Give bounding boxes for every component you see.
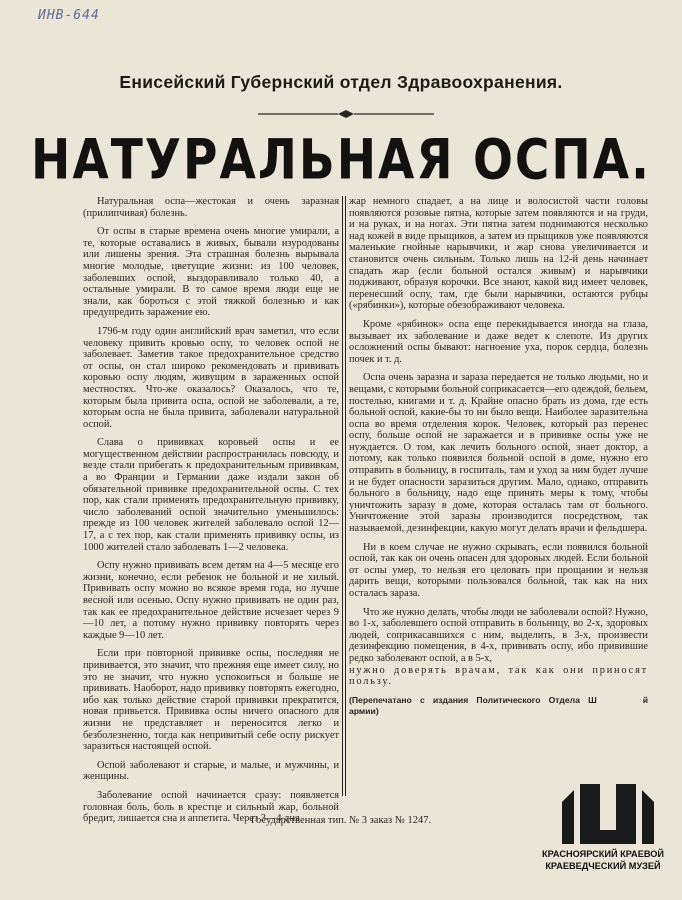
paragraph: Оспой заболевают и старые, и малые, и мужчины, и женщины. <box>83 759 339 783</box>
right-column <box>349 196 648 725</box>
reprint-note <box>349 695 648 718</box>
document-header: Енисейский Губернский отдел Здравоохранения. <box>119 72 563 92</box>
ornament-divider-icon <box>258 110 434 118</box>
printer-line: Государственная тип. № 3 заказ № 1247. <box>250 815 432 826</box>
paragraph: жар немного спадает, а на лице и волосистой части головы появляются розовые пятна, которые затем появляются и на груди, и на руках, и на ногах. Эти пятна затем поднимаются несколько над кожей в виде прыщиков, а затем из прыщиков уже появляются маленькие гнойные нарывчики, и жар снова увеличивается и становится очень сильным. Только лишь на 12-й день начинает спадать жар (если больной остался живым) и нарывчики подживают, образуя корочки. Все знают, какой вид имеет человек, перенесший оспу, там, где были нарывчики, остаются рубцы («рябинки»), которые обезображивают человека. <box>349 196 648 312</box>
museum-label-line: КРАЕВЕДЧЕСКИЙ МУЗЕЙ <box>545 861 661 871</box>
museum-label <box>528 848 678 872</box>
document-title: НАТУРАЛЬНАЯ ОСПА. <box>31 128 651 193</box>
paragraph: 1796-м году один английский врач заметил, что если человеку привить кровью оспу, то человек оспой не заболевает. Заметив такое предохранительное средство от оспы, он стал широко рекомендовать и прививать коровью оспу людям, живущим в зараженных оспой местностях. Что-же оказалось? Оказалось, что те, которым была привита оспа, оспой не заболевали, а те, которым оспа не была привита, заболевали натуральной оспой. <box>83 325 339 430</box>
paragraph: Слава о прививках коровьей оспы и ее могущественном действии распространилась повсюду, и везде стали прибегать к предохранительным прививкам, а во Франции и Германии даже издали закон об обязательной прививке предохранительной оспы. С тех пор, как стали применять предохранительную прививку, число заболеваний оспой значительно уменьшилось: прежде из 100 человек жителей заболевало оспой 12—17, а с тех пор, как стали применять прививку оспы, из 1000 жителей стало заболевать 1—2 человека. <box>83 437 339 553</box>
museum-logo-icon <box>560 784 656 846</box>
paragraph: Если при повторной прививке оспы, последняя не прививается, это значит, что прежняя еще имеет силу, но это не значит, что нужно успокоиться и больше не прививать. Наоборот, надо прививку повторять ежегодно, ибо как только действие старой прививки прекратится, новая привьется. Прививка оспы ничего опасного для жизни не представляет и переносится легко и безболезненно, тогда как непривитый себе оспу рискует заразиться настоящей оспой. <box>83 648 339 753</box>
paragraph: От оспы в старые времена очень многие умирали, а те, которые оставались в живых, бывали изуродованы или лишены зрения. Эта страшная болезнь вырывала многие молодые, цветущие жизни: из 100 человек, заболевших оспой, выздоравливало только 40, а остальные умирали. В то самое время люди еще не знали, как бороться с этой тяжкой болезнью и как предупредить заражение ею. <box>83 226 339 319</box>
reprint-note-end: й армии) <box>349 694 648 717</box>
museum-label-line: КРАСНОЯРСКИЙ КРАЕВОЙ <box>542 849 664 859</box>
spaced-paragraph: нужно доверять врачам, так как они приносят пользу. <box>349 664 648 688</box>
paragraph: Оспу нужно прививать всем детям на 4—5 месяце его жизни, конечно, если ребенок не больной и не хилый. Прививать оспу можно во всякое время года, но лучше весной или осенью. Оспу нужно прививать не один раз, так как ее предохранительное действие исчезает через 9—10 лет, а потому нужно прививку повторять через каждые 9—10 лет. <box>83 560 339 641</box>
paragraph: Заболевание оспой начинается сразу: появляется головная боль, боль в крестце и сильный жар, больной бредит, лишается сна и аппетита. Через 3—4 дня <box>83 789 339 825</box>
paragraph: Ни в коем случае не нужно скрывать, если появился больной оспой, так как он очень опасен для здоровых людей. Если больной от оспы умер, то нельзя его целовать при прощании и нельзя дарить вещи, которыми пользовался больной, так как на них осталась зараза. <box>349 541 648 599</box>
inventory-mark: ИНВ-644 <box>38 8 100 23</box>
paragraph: Кроме «рябинок» оспа еще перекидывается иногда на глаза, вызывает их заболевание и даже ведет к слепоте. Из других осложнений оспы бывают: нагноение уха, порок сердца, болезнь почек и т. д. <box>349 318 648 365</box>
column-divider <box>342 196 346 796</box>
paragraph: Что же нужно делать, чтобы люди не заболевали оспой? Нужно, во 1-х, заболевшего оспой отправить в больницу, во 2-х, здоровых людей, соприкасавшихся с ним, выделить, в 3-х, произвести дезинфекцию помещения, в 4-х, прививать оспу, ибо привившие редко заболевают оспой, а в 5-х, <box>349 606 648 664</box>
paragraph: Натуральная оспа—жестокая и очень заразная (прилипчивая) болезнь. <box>83 196 339 219</box>
reprint-note-start: (Перепечатано с издания Политического Отдела Ш <box>349 694 597 705</box>
paragraph: Оспа очень заразна и зараза передается не только людьми, но и вещами, с которыми больной соприкасается—его одеждой, бельем, постелью, книгами и т. д. Крайне опасно брать из дома, где есть больной оспой, какие-бы то ни было вещи. Наиболее заразительна оспа во время отделения корок. Человек, который раз перенес оспу, больше оспой не заражается и в прививке оспы уже не нуждается. О том, как лечить больного оспой, знает доктор, а потому, как только появился больной оспой в доме, нужно его отправить в больницу, в госпиталь, там и уход за ним будет лучше и не будет опасности заразиться другим. Мало, однако, отправить больного в больницу, надо еще принять меры к тому, чтобы уничтожить заразу в доме, которая осталась там от больного. Уничтожение этой заразы производится посредством, так называемой, дезинфекции, какую могут делать врачи и фельдшера. <box>349 372 649 535</box>
left-column <box>83 196 339 832</box>
